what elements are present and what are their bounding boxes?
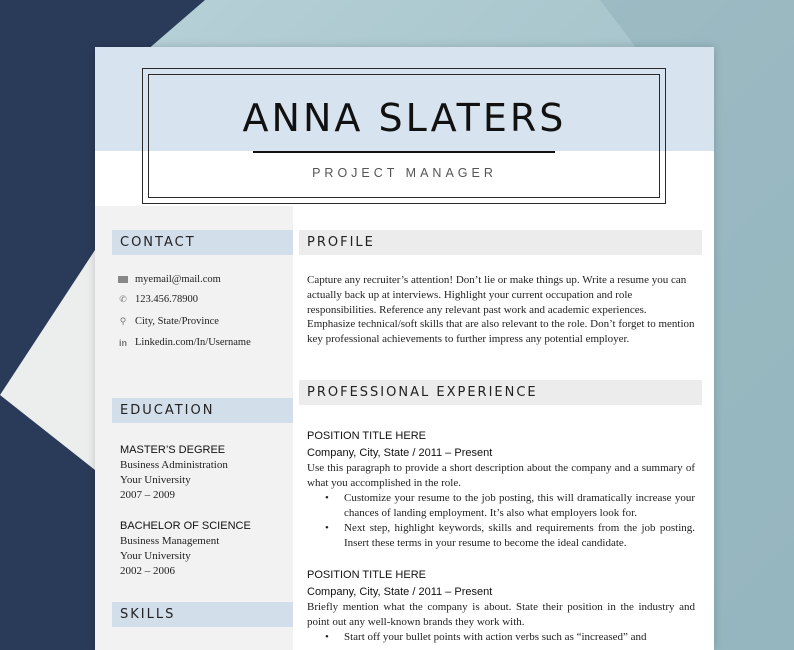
job-bullets xyxy=(325,630,695,645)
education-degree: BACHELOR OF SCIENCE xyxy=(120,520,251,532)
education-heading: EDUCATION xyxy=(112,398,293,423)
resume-name: ANNA SLATERS xyxy=(242,96,567,140)
education-school: Your University xyxy=(120,550,191,562)
contact-location-text: City, State/Province xyxy=(135,316,219,327)
education-entry xyxy=(120,443,228,503)
job-company: Company, City, State / 2011 – Present xyxy=(307,586,493,598)
job-bullet: • Customize your resume to the job posting, this will dramatically increase your chances of landing employment. It’s also what employers look for. xyxy=(325,491,695,521)
contact-email xyxy=(117,274,221,285)
contact-heading: CONTACT xyxy=(112,230,293,255)
experience-heading: PROFESSIONAL EXPERIENCE xyxy=(299,380,702,405)
job-entry xyxy=(307,429,695,551)
resume-role: PROJECT MANAGER xyxy=(312,166,497,180)
education-years: 2007 – 2009 xyxy=(120,489,175,501)
job-company: Company, City, State / 2011 – Present xyxy=(307,447,493,459)
left-column xyxy=(95,206,293,650)
education-entry xyxy=(120,519,251,579)
education-years: 2002 – 2006 xyxy=(120,565,175,577)
profile-text: Capture any recruiter’s attention! Don’t lie or make things up. Write a resume you can actually back up at interviews. Highlight your current occupation and role responsibilities. Reference any relevant past work and academic experiences. Emphasize technical/soft skills that are also relevant to the role. Don’t forget to mention key professional achievements to further impress any potential employer. xyxy=(307,274,695,346)
contact-linkedin-text: Linkedin.com/In/Username xyxy=(135,337,251,348)
job-entry xyxy=(307,568,695,645)
job-bullet: • Start off your bullet points with action verbs such as “increased” and xyxy=(325,630,695,645)
envelope-icon xyxy=(117,275,129,285)
resume-sheet xyxy=(95,47,714,650)
contact-phone xyxy=(117,294,198,305)
contact-email-text: myemail@mail.com xyxy=(135,274,221,285)
job-description: Use this paragraph to provide a short description about the company and a summary of what you accomplished in the role. xyxy=(307,462,695,489)
education-field: Business Management xyxy=(120,535,220,547)
job-title: POSITION TITLE HERE xyxy=(307,569,426,581)
job-bullet: • Next step, highlight keywords, skills and requirements from the job posting. Insert these terms in your resume to become the ideal candidate. xyxy=(325,521,695,551)
education-degree: MASTER’S DEGREE xyxy=(120,444,226,456)
education-field: Business Administration xyxy=(120,459,228,471)
job-bullets xyxy=(325,491,695,551)
job-title: POSITION TITLE HERE xyxy=(307,430,426,442)
contact-linkedin xyxy=(117,337,251,348)
skills-heading: SKILLS xyxy=(112,602,293,627)
profile-heading: PROFILE xyxy=(299,230,702,255)
job-description: Briefly mention what the company is about. State their position in the industry and point out any well-known brands they work with. xyxy=(307,601,695,628)
contact-phone-text: 123.456.78900 xyxy=(135,294,198,305)
linkedin-icon: in xyxy=(119,337,127,348)
contact-location xyxy=(117,316,219,327)
education-school: Your University xyxy=(120,474,191,486)
name-underline xyxy=(253,151,555,153)
phone-icon: ✆ xyxy=(119,294,127,304)
map-pin-icon: ⚲ xyxy=(119,316,127,326)
